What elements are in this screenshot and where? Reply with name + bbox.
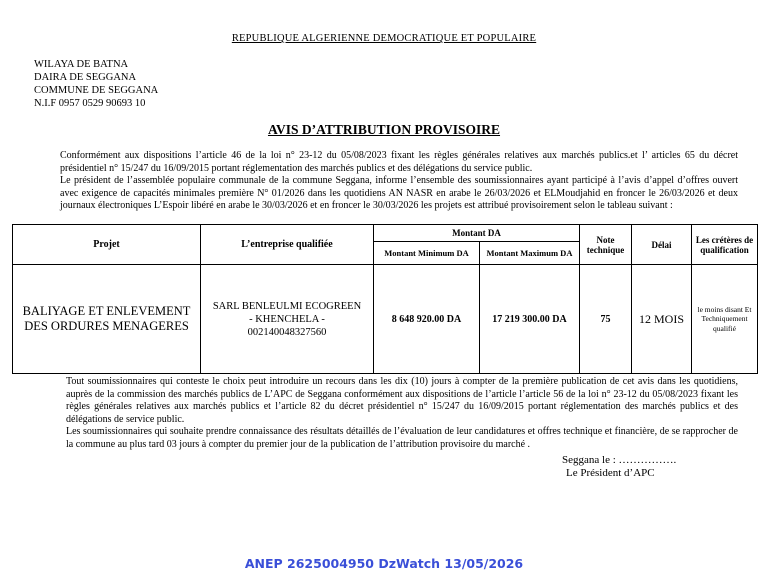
anep-footer: ANEP 2625004950 DzWatch 13/05/2026 <box>244 556 524 571</box>
republic-header: REPUBLIQUE ALGERIENNE DEMOCRATIQUE ET POPULAIRE <box>231 33 537 44</box>
header-montant: Montant DA <box>374 225 580 242</box>
commune-line: COMMUNE DE SEGGANA <box>34 85 159 96</box>
cell-projet: BALIYAGE ET ENLEVEMENT DES ORDURES MENAGERES <box>13 265 201 374</box>
intro-paragraph-president: Le président de l’assemblée populaire communale de la commune Seggana, informe l’ensemble des soumissionnaires ayant participé à l’avis d’appel d’offres ouvert avec exigence de capacités minimales première N° 01/2026 dans les quotidiens AN NASR en arabe le 26/03/2026 et ELMoudjahid en froncer le 26/03/2026 et deux journaux électroniques L’Espoir libéré en arabe le 30/03/2026 et en froncer le 30/03/2026 les projets est attribué provisoirement selon le tableau suivant : <box>60 175 738 211</box>
nif-line: N.I.F 0957 0529 90693 10 <box>34 98 146 109</box>
signature-place-date: Seggana le : ……………. <box>562 454 677 466</box>
notice-title: AVIS D’ATTRIBUTION PROVISOIRE <box>267 122 501 137</box>
intro-paragraph-legal: Conformément aux dispositions l’article 46 de la loi n° 23-12 du 05/08/2023 fixant les règles générales relatives aux marchés publics.et l’ articles 65 du décret présidentiel n° 15/247 du 16/09/2015 portant réglementation des marchés publics et des délégations du service public. <box>60 150 738 174</box>
cell-montant-max: 17 219 300.00 DA <box>480 265 580 374</box>
closing-section <box>38 376 738 451</box>
table-row <box>13 265 758 374</box>
cell-montant-min: 8 648 920.00 DA <box>374 265 480 374</box>
wilaya-line: WILAYA DE BATNA <box>34 59 129 70</box>
attribution-table <box>12 224 758 374</box>
header-montant-min: Montant Minimum DA <box>374 242 480 265</box>
header-montant-max: Montant Maximum DA <box>480 242 580 265</box>
cell-criteres: le moins disant Et Techniquement qualifié <box>692 265 758 374</box>
entreprise-id: 002140048327560 <box>247 326 327 338</box>
entreprise-city: - KHENCHELA - <box>249 313 325 325</box>
closing-paragraph-recours: Tout soumissionnaires qui conteste le choix peut introduire un recours dans les dix (10) jours à compter de la première publication de cet avis dans les quotidiens, auprès de la commission des marchés publics de L’APC de Seggana conformément aux dispositions de l’article l’article 56 de la loi n° 23-12 du 05/08/2023 fixant les règles générales relatives aux marchés publics et l’article 82 du décret présidentiel n° 15/247 du 16/09/2015 portant réglementation des marchés publics et des délégations de service public. <box>66 376 738 425</box>
header-criteres: Les crétères de qualification <box>692 225 758 265</box>
intro-section <box>38 150 738 213</box>
administrative-block <box>34 58 158 110</box>
daira-line: DAIRA DE SEGGANA <box>34 72 137 83</box>
header-entreprise: L’entreprise qualifiée <box>201 225 374 265</box>
closing-paragraph-resultats: Les soumissionnaires qui souhaite prendre connaissance des résultats détaillés de l’évaluation de leur candidatures et offres technique et financière, de se rapprocher de la commune au plus tard 03 jours à compter du premier jour de la publication de l’attribution provisoire du marché . <box>66 426 738 450</box>
cell-delai: 12 MOIS <box>632 265 692 374</box>
cell-note: 75 <box>580 265 632 374</box>
cell-entreprise <box>201 265 374 374</box>
header-projet: Projet <box>13 225 201 265</box>
header-delai: Délai <box>632 225 692 265</box>
signature-president: Le Président d’APC <box>566 467 655 479</box>
header-note: Note technique <box>580 225 632 265</box>
entreprise-name: SARL BENLEULMI ECOGREEN <box>212 300 362 312</box>
